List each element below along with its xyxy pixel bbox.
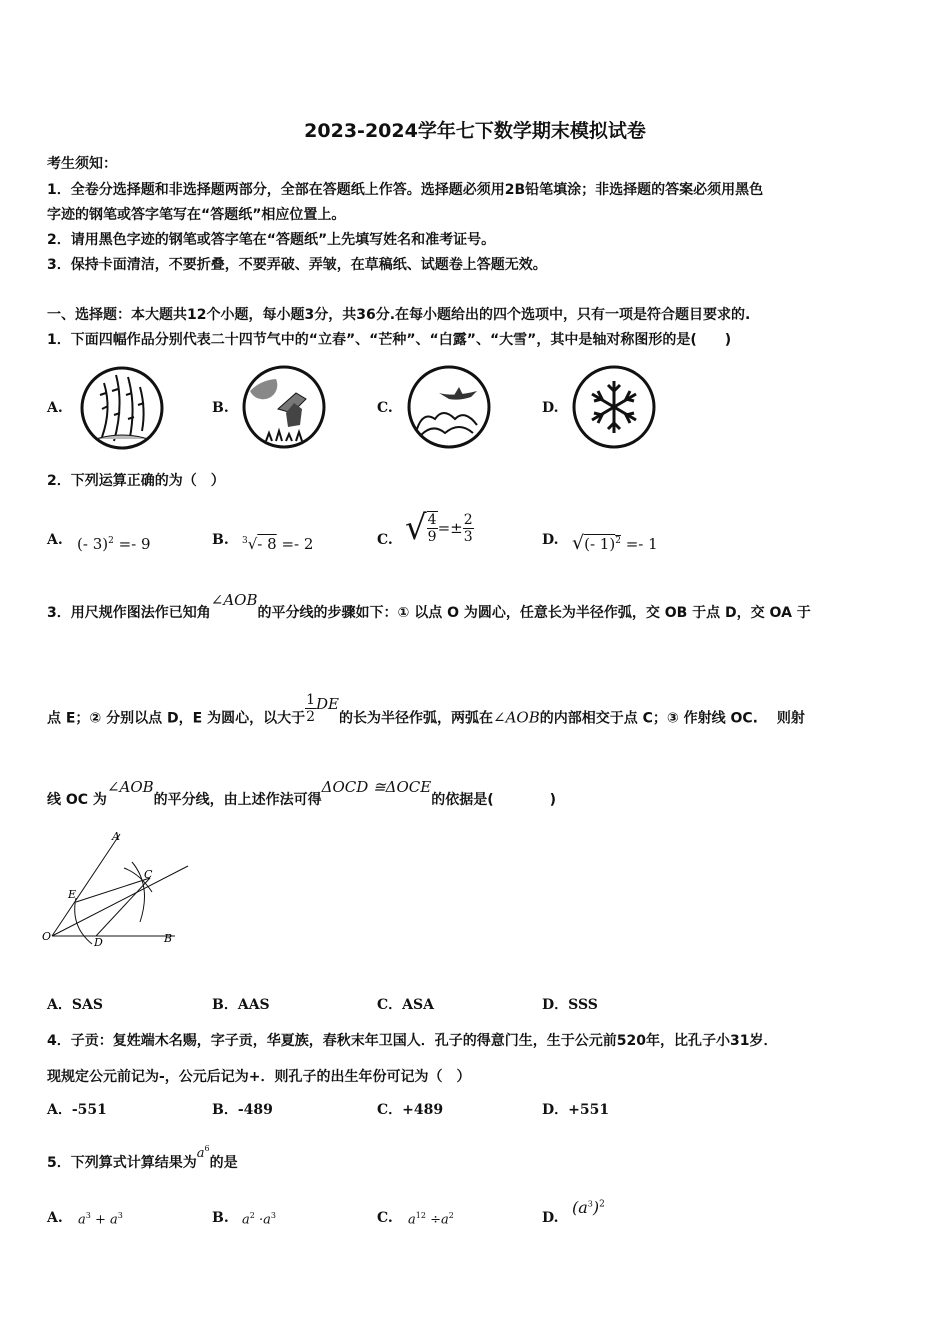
q2-option-c: √ $\frac{4}{9}$ =± $\frac{2}{3}$ — [405, 508, 473, 548]
q5-stem: 5．下列算式计算结果为$a^6$的是 — [47, 1144, 238, 1171]
q1-label-d: D. — [542, 400, 559, 416]
point-c-label: C — [144, 868, 153, 881]
section-heading: 一、选择题：本大题共12个小题，每小题3分，共36分.在每小题给出的四个选项中，只有一项是符合题目要求的. — [47, 307, 751, 323]
q4-option-d: D．+551 — [542, 1102, 610, 1118]
notice-line-1b: 字迹的钢笔或答字笔写在“答题纸”相应位置上。 — [47, 207, 346, 223]
q4-option-a: A．-551 — [47, 1102, 107, 1118]
q5-label-d: D. — [542, 1210, 559, 1226]
q2-option-a: (- 3)$^2$ =- 9 — [77, 535, 151, 553]
q1-label-c: C. — [377, 400, 393, 416]
point-o-label: O — [42, 930, 52, 943]
q5-option-b: $a^2 \cdot a^3$ — [242, 1211, 276, 1228]
q4-option-c: C．+489 — [377, 1102, 444, 1118]
q3-option-d: D．SSS — [542, 997, 598, 1013]
point-a-label: A — [112, 830, 120, 843]
snowflake-circle-icon — [570, 363, 660, 451]
q2-label-b: B. — [212, 532, 229, 548]
q4-line-2: 现规定公元前记为-，公元后记为+．则孔子的出生年份可记为（ ） — [47, 1069, 471, 1085]
q2-label-d: D. — [542, 532, 559, 548]
q3-line-2: 点 E；② 分别以点 D，E 为圆心，以大于 $\frac{1}{2}$ DE的长为半径作弧，两弧在∠AOB的内部相交于点 C；③ 作射线 OC. 则射 — [47, 692, 805, 727]
q1-label-a: A. — [47, 400, 63, 416]
q3-line-1: 3．用尺规作图法作已知角∠AOB的平分线的步骤如下：① 以点 O 为圆心，任意长为半径作弧，交 OB 于点 D，交 OA 于 — [47, 591, 811, 621]
notice-line-3: 3．保持卡面清洁，不要折叠，不要弄破、弄皱，在草稿纸、试题卷上答题无效。 — [47, 257, 547, 273]
q4-option-b: B．-489 — [212, 1102, 273, 1118]
notice-line-2: 2．请用黑色字迹的钢笔或答字笔在“答题纸”上先填写姓名和准考证号。 — [47, 232, 496, 248]
q2-label-a: A. — [47, 532, 63, 548]
q2-stem: 2．下列运算正确的为（ ） — [47, 473, 225, 489]
landscape-circle-icon — [240, 363, 330, 451]
notice-heading: 考生须知： — [47, 156, 117, 172]
q1-stem: 1．下面四幅作品分别代表二十四节气中的“立春”、“芒种”、“白露”、“大雪”，其中是轴对称图形的是( ) — [47, 332, 732, 348]
page-title: 2023-2024学年七下数学期末模拟试卷 — [304, 120, 646, 142]
q2-label-c: C. — [377, 532, 393, 548]
q3-line-3: 线 OC 为∠AOB的平分线，由上述作法可得ΔOCD ≅ΔOCE的依据是( ) — [47, 778, 556, 808]
q5-option-d: $(a^3)^2$ — [572, 1198, 605, 1217]
bird-clouds-circle-icon — [405, 363, 495, 451]
point-d-label: D — [94, 936, 103, 949]
q5-option-a: $a^3 + a^3$ — [78, 1211, 123, 1228]
willow-circle-icon — [78, 365, 168, 451]
notice-line-1a: 1．全卷分选择题和非选择题两部分，全部在答题纸上作答。选择题必须用2B铅笔填涂；非选择题的答案必须用黑色 — [47, 182, 764, 198]
q5-label-b: B. — [212, 1210, 229, 1226]
q2-option-b: $^3$√- 8 =- 2 — [242, 535, 314, 553]
q3-option-c: C．ASA — [377, 997, 434, 1013]
q3-option-a: A．SAS — [47, 997, 103, 1013]
point-e-label: E — [68, 888, 77, 901]
angle-bisector-figure — [40, 826, 200, 950]
point-b-label: B — [164, 932, 173, 945]
q5-label-a: A. — [47, 1210, 63, 1226]
q3-option-b: B．AAS — [212, 997, 270, 1013]
q4-line-1: 4．子贡：复姓端木名赐，字子贡，华夏族，春秋末年卫国人．孔子的得意门生，生于公元前520年，比孔子小31岁． — [47, 1033, 778, 1049]
q1-label-b: B. — [212, 400, 229, 416]
q5-label-c: C. — [377, 1210, 393, 1226]
q5-option-c: $a^{12} \div a^2$ — [408, 1211, 454, 1228]
q2-option-d: √(- 1)$^2$ =- 1 — [572, 532, 658, 554]
